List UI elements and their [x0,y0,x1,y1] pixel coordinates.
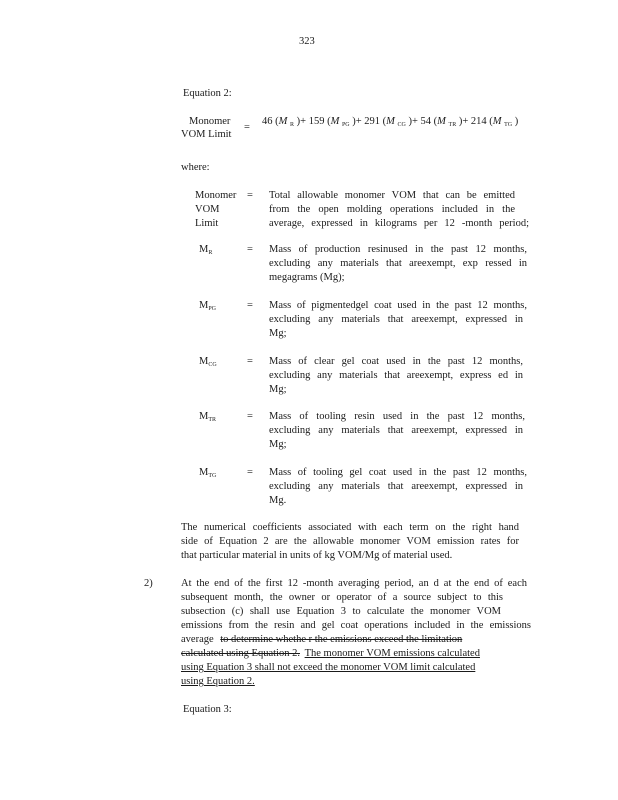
coef-tg: 214 [470,116,487,127]
definition-text-line: Mass of pigmentedgel coat used in the past 12 months, [269,300,527,311]
var-m-tg: M [492,116,502,127]
paragraph-line-mixed [181,634,462,645]
definition-equals: = [247,411,253,422]
equation-2-rhs: 46 (M $_R$ )+ 159 (M $_{PG}$ )+ 291 (M $_{CG}$ )+ 54 (M $_{TR}$ )+ 214 (M $_{TG}$ ) [262,116,519,128]
sub-tg: TG [504,122,513,128]
coef-tr: 54 [420,116,432,127]
definition-text-line: megagrams (Mg); [269,272,345,283]
paragraph-line: The numerical coefficients associated with each term on the right hand [181,522,519,533]
definition-equals: = [247,244,253,255]
definition-text-line: excluding any materials that areexempt, express ed in [269,370,523,381]
coef-pg: 159 [308,116,325,127]
equation-2-equals: = [244,122,250,133]
definition-term: $M_R$ [199,244,213,256]
definition-term: $M_{CG}$ [199,356,217,368]
definition-term: Limit [195,218,219,229]
definition-text-line: from the open molding operations included in the [269,204,515,215]
where-label: where: [181,162,210,173]
definition-equals: = [247,356,253,367]
definition-term: $M_{TG}$ [199,467,217,479]
definition-equals: = [247,300,253,311]
equation-3-label: Equation 3: [183,704,232,715]
definition-term: $M_{PG}$ [199,300,217,312]
definition-term: VOM [195,204,220,215]
inserted-text: using Equation 3 shall not exceed the monomer VOM limit calculated [181,662,476,673]
definition-term: $M_{TR}$ [199,411,217,423]
paragraph-line-mixed [181,648,480,659]
sub-r: R [290,122,295,128]
definition-text-line: excluding any materials that areexempt, expressed in [269,425,523,436]
item-number: 2) [144,578,153,589]
definition-equals: = [247,190,253,201]
paragraph-line: side of Equation 2 are the allowable monomer VOM emission rates for [181,536,519,547]
paragraph-line: subsection (c) shall use Equation 3 to calculate the monomer VOM [181,606,501,617]
paragraph-line: At the end of the first 12 -month averaging period, an d at the end of each [181,578,527,589]
definition-text-line: Total allowable monomer VOM that can be emitted [269,190,515,201]
definition-text-line: Mg; [269,328,287,339]
var-m-r: M [278,116,288,127]
equation-2-lhs-line2: VOM Limit [181,129,232,140]
var-m-cg: M [386,116,395,127]
definition-text-line: excluding any materials that areexempt, expressed in [269,481,523,492]
sub-pg: PG [341,122,350,128]
paragraph-line: subsequent month, the owner or operator of a source subject to this [181,592,503,603]
paragraph-line: that particular material in units of kg VOM/Mg of material used. [181,550,453,561]
equation-2-label: Equation 2: [183,88,232,99]
definition-text-line: excluding any materials that areexempt, exp ressed in [269,258,527,269]
equation-2-lhs-line1: Monomer [189,116,231,127]
deleted-text: calculated using Equation 2. [181,648,300,659]
coef-cg: 291 [364,116,381,127]
definition-text-line: average, expressed in kilograms per 12 -month period; [269,218,529,229]
definition-term: Monomer [195,190,237,201]
definition-text-line: Mg; [269,439,287,450]
inserted-text: The monomer VOM emissions calculated [304,648,480,659]
plain-text: average [181,634,214,645]
definition-text-line: Mass of clear gel coat used in the past 12 months, [269,356,523,367]
inserted-text: using Equation 2. [181,676,255,687]
definition-text-line: Mg; [269,384,287,395]
definition-equals: = [247,467,253,478]
page-number: 323 [299,36,315,47]
paragraph-line: emissions from the resin and gel coat operations included in the emissions [181,620,531,631]
definition-text-line: Mass of tooling gel coat used in the past 12 months, [269,467,527,478]
deleted-text: to determine whethe r the emissions exceed the limitation [220,634,463,645]
var-m-tr: M [437,116,446,127]
sub-cg: CG [397,122,406,128]
definition-text-line: Mg. [269,495,287,506]
definition-text-line: Mass of production resinused in the past 12 months, [269,244,527,255]
coef-r: 46 [262,116,273,127]
var-m-pg: M [330,116,340,127]
definition-text-line: Mass of tooling resin used in the past 12 months, [269,411,525,422]
definition-text-line: excluding any materials that areexempt, expressed in [269,314,523,325]
sub-tr: TR [448,122,457,128]
